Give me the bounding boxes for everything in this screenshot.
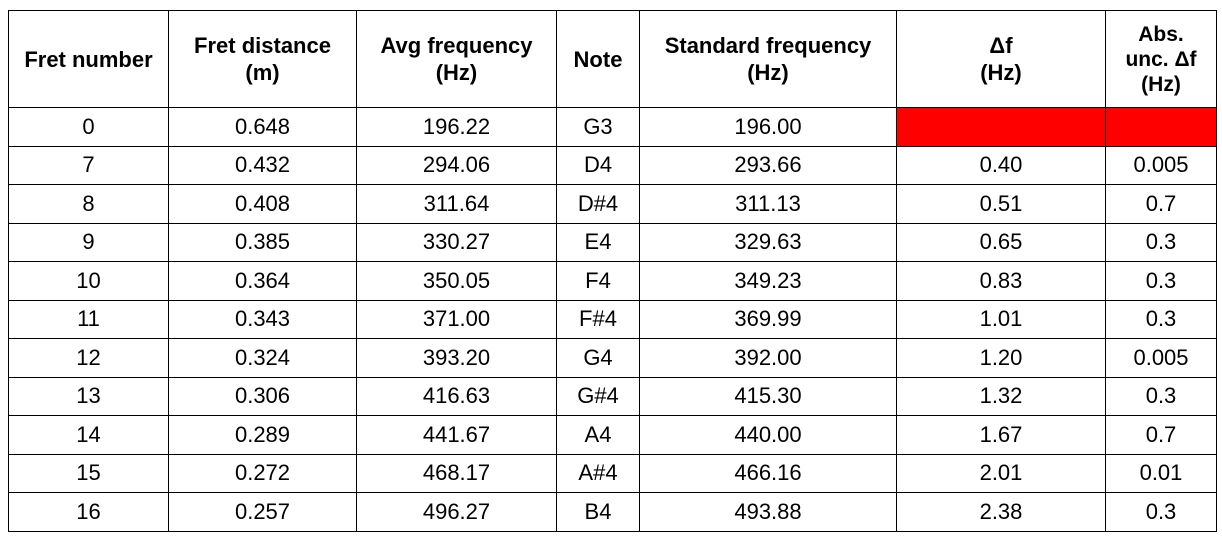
abs-unc-delta-f-cell: 0.7 <box>1106 416 1217 455</box>
delta-f-cell: 1.20 <box>897 339 1106 378</box>
note-cell: G#4 <box>557 377 640 416</box>
standard-frequency-cell: 415.30 <box>640 377 897 416</box>
standard-frequency-cell: 493.88 <box>640 493 897 532</box>
header-standard-frequency: Standard frequency (Hz) <box>640 11 897 108</box>
fret-distance-cell: 0.289 <box>169 416 357 455</box>
standard-frequency-cell: 329.63 <box>640 223 897 262</box>
fret-number-cell: 9 <box>9 223 169 262</box>
standard-frequency-cell: 196.00 <box>640 108 897 147</box>
delta-f-cell: 0.83 <box>897 262 1106 301</box>
delta-f-cell: 0.40 <box>897 146 1106 185</box>
abs-unc-delta-f-cell: 0.3 <box>1106 300 1217 339</box>
table-row <box>9 493 1217 532</box>
table-row <box>9 416 1217 455</box>
abs-unc-delta-f-cell: 0.3 <box>1106 493 1217 532</box>
abs-unc-delta-f-cell: 0.3 <box>1106 223 1217 262</box>
note-cell: A#4 <box>557 454 640 493</box>
abs-unc-delta-f-cell: 0.005 <box>1106 146 1217 185</box>
delta-f-cell: 0.65 <box>897 223 1106 262</box>
header-row <box>9 11 1217 108</box>
fret-distance-cell: 0.432 <box>169 146 357 185</box>
avg-frequency-cell: 393.20 <box>357 339 557 378</box>
fret-number-cell: 14 <box>9 416 169 455</box>
note-cell: F#4 <box>557 300 640 339</box>
avg-frequency-cell: 330.27 <box>357 223 557 262</box>
abs-unc-delta-f-cell: 0.3 <box>1106 262 1217 301</box>
fret-distance-cell: 0.385 <box>169 223 357 262</box>
delta-f-cell: 1.67 <box>897 416 1106 455</box>
fret-number-cell: 13 <box>9 377 169 416</box>
note-cell: G4 <box>557 339 640 378</box>
fret-number-cell: 8 <box>9 185 169 224</box>
avg-frequency-cell: 416.63 <box>357 377 557 416</box>
delta-f-cell: 1.01 <box>897 300 1106 339</box>
delta-f-cell: 2.38 <box>897 493 1106 532</box>
fret-distance-cell: 0.306 <box>169 377 357 416</box>
abs-unc-delta-f-cell: 0.01 <box>1106 454 1217 493</box>
note-cell: G3 <box>557 108 640 147</box>
standard-frequency-cell: 392.00 <box>640 339 897 378</box>
delta-f-cell: 2.01 <box>897 454 1106 493</box>
table-row <box>9 185 1217 224</box>
standard-frequency-cell: 311.13 <box>640 185 897 224</box>
note-cell: F4 <box>557 262 640 301</box>
fret-distance-cell: 0.408 <box>169 185 357 224</box>
note-cell: D4 <box>557 146 640 185</box>
standard-frequency-cell: 349.23 <box>640 262 897 301</box>
fret-number-cell: 16 <box>9 493 169 532</box>
table-row <box>9 146 1217 185</box>
table-row <box>9 108 1217 147</box>
avg-frequency-cell: 294.06 <box>357 146 557 185</box>
avg-frequency-cell: 371.00 <box>357 300 557 339</box>
fret-number-cell: 15 <box>9 454 169 493</box>
fret-distance-cell: 0.364 <box>169 262 357 301</box>
table-row <box>9 300 1217 339</box>
fret-number-cell: 12 <box>9 339 169 378</box>
delta-f-cell: 1.32 <box>897 377 1106 416</box>
table-body <box>9 108 1217 532</box>
fret-number-cell: 10 <box>9 262 169 301</box>
note-cell: A4 <box>557 416 640 455</box>
header-delta-f: Δf (Hz) <box>897 11 1106 108</box>
abs-unc-delta-f-cell: 0.3 <box>1106 377 1217 416</box>
header-avg-frequency: Avg frequency (Hz) <box>357 11 557 108</box>
delta-f-cell-empty <box>897 108 1106 147</box>
avg-frequency-cell: 496.27 <box>357 493 557 532</box>
avg-frequency-cell: 350.05 <box>357 262 557 301</box>
avg-frequency-cell: 311.64 <box>357 185 557 224</box>
fret-frequency-table <box>8 10 1217 532</box>
table-row <box>9 454 1217 493</box>
avg-frequency-cell: 196.22 <box>357 108 557 147</box>
fret-number-cell: 0 <box>9 108 169 147</box>
table-row <box>9 339 1217 378</box>
fret-distance-cell: 0.343 <box>169 300 357 339</box>
table-row <box>9 262 1217 301</box>
fret-number-cell: 11 <box>9 300 169 339</box>
fret-distance-cell: 0.324 <box>169 339 357 378</box>
table-row <box>9 223 1217 262</box>
note-cell: E4 <box>557 223 640 262</box>
standard-frequency-cell: 440.00 <box>640 416 897 455</box>
standard-frequency-cell: 466.16 <box>640 454 897 493</box>
fret-distance-cell: 0.257 <box>169 493 357 532</box>
abs-unc-delta-f-cell-empty <box>1106 108 1217 147</box>
header-fret-distance: Fret distance (m) <box>169 11 357 108</box>
avg-frequency-cell: 468.17 <box>357 454 557 493</box>
standard-frequency-cell: 293.66 <box>640 146 897 185</box>
abs-unc-delta-f-cell: 0.005 <box>1106 339 1217 378</box>
abs-unc-delta-f-cell: 0.7 <box>1106 185 1217 224</box>
table-row <box>9 377 1217 416</box>
header-note: Note <box>557 11 640 108</box>
delta-f-cell: 0.51 <box>897 185 1106 224</box>
fret-number-cell: 7 <box>9 146 169 185</box>
note-cell: D#4 <box>557 185 640 224</box>
fret-distance-cell: 0.648 <box>169 108 357 147</box>
fret-distance-cell: 0.272 <box>169 454 357 493</box>
header-fret-number: Fret number <box>9 11 169 108</box>
header-abs-unc-delta-f: Abs. unc. Δf (Hz) <box>1106 11 1217 108</box>
avg-frequency-cell: 441.67 <box>357 416 557 455</box>
note-cell: B4 <box>557 493 640 532</box>
standard-frequency-cell: 369.99 <box>640 300 897 339</box>
